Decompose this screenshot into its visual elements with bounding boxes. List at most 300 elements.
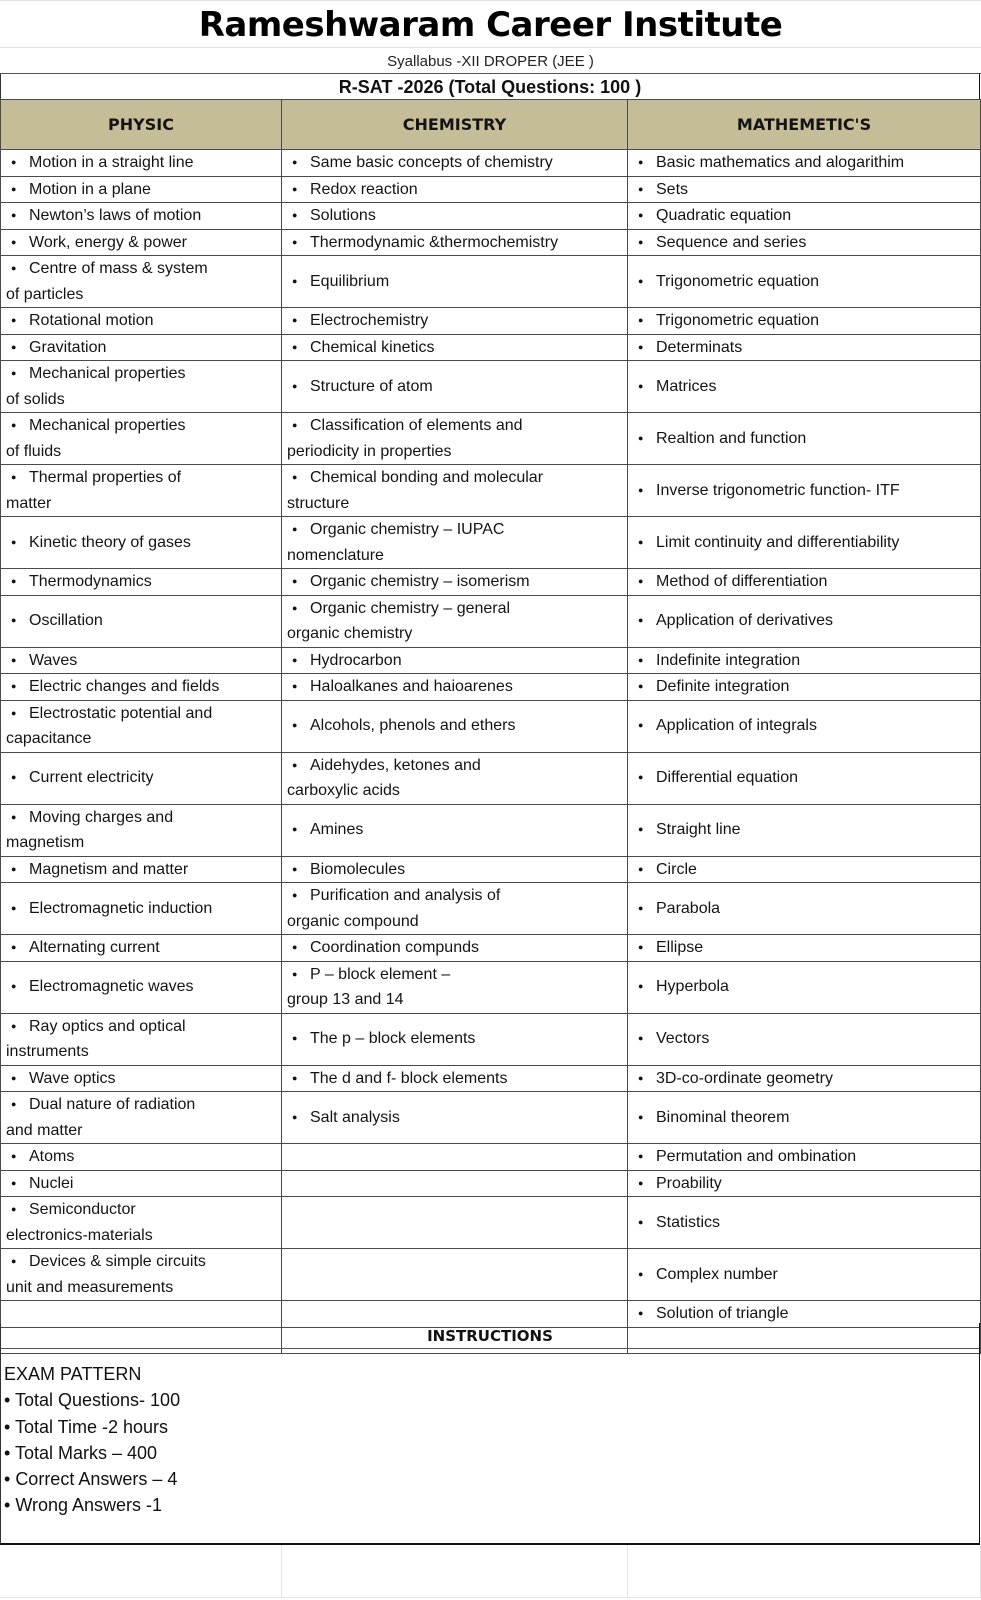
bullet-icon: ● xyxy=(11,1020,17,1031)
bullet-icon: ● xyxy=(638,315,644,325)
instruction-item xyxy=(4,1492,979,1518)
syllabus-rows xyxy=(1,150,981,1354)
bullet-icon: ● xyxy=(638,432,644,443)
topic-text: Current electricity xyxy=(29,769,154,787)
syllabus-row xyxy=(1,361,981,413)
topic-cell-chemistry xyxy=(282,883,628,935)
bullet-icon: ● xyxy=(11,1072,17,1083)
topic-cell-physics xyxy=(1,413,282,465)
topic-text: Proability xyxy=(656,1174,722,1192)
bullet-icon: ● xyxy=(11,341,17,352)
topic-text: Hydrocarbon xyxy=(310,651,402,669)
bullet-icon: ● xyxy=(638,484,644,495)
topic-text: Electrochemistry xyxy=(310,312,429,329)
bullet-icon: ● xyxy=(11,1151,17,1161)
topic-text: Quadratic equation xyxy=(656,207,792,224)
bullet-icon: ● xyxy=(11,707,17,718)
topic-cell-physics xyxy=(1,647,282,674)
syllabus-row xyxy=(1,517,981,569)
topic-text: electronics-materials xyxy=(6,1226,153,1244)
syllabus-row xyxy=(1,1144,981,1171)
topic-cell-physics xyxy=(1,856,282,883)
topic-text: periodicity in properties xyxy=(287,442,452,460)
topic-text: Indefinite integration xyxy=(656,651,801,669)
topic-cell-maths xyxy=(628,804,981,856)
bullet-icon: ● xyxy=(11,1204,17,1214)
bullet-icon: ● xyxy=(11,576,17,586)
bullet-icon: ● xyxy=(292,183,298,194)
topic-text: Newton’s laws of motion xyxy=(29,207,202,224)
topic-text: Thermal properties of xyxy=(29,469,182,486)
bullet-icon: ● xyxy=(638,576,644,586)
topic-cell-chemistry xyxy=(282,1170,628,1197)
bullet-icon: ● xyxy=(11,772,17,783)
bullet-icon: ● xyxy=(292,890,298,900)
syllabus-row xyxy=(1,804,981,856)
institute-title: Rameshwaram Career Institute xyxy=(0,0,981,48)
bullet-icon: ● xyxy=(638,236,644,247)
bullet-icon: ● xyxy=(638,681,644,691)
topic-text: Vectors xyxy=(656,1030,710,1048)
topic-text: Method of differentiation xyxy=(656,573,828,590)
topic-cell-chemistry xyxy=(282,1065,628,1092)
topic-cell-chemistry xyxy=(282,256,628,308)
topic-cell-maths xyxy=(628,176,981,203)
topic-text: Same basic concepts of chemistry xyxy=(310,154,553,171)
topic-text: Parabola xyxy=(656,899,721,917)
bullet-icon: ● xyxy=(11,263,17,273)
bullet-icon: • xyxy=(4,1495,16,1516)
topic-cell-physics xyxy=(1,465,282,517)
bullet-icon: • xyxy=(4,1416,15,1437)
topic-cell-physics xyxy=(1,361,282,413)
topic-cell-physics xyxy=(1,176,282,203)
bullet-icon: ● xyxy=(638,157,644,167)
topic-text: Purification and analysis of xyxy=(310,887,501,904)
bullet-icon: ● xyxy=(11,1177,17,1188)
topic-text: Mechanical properties xyxy=(29,417,186,434)
topic-cell-physics xyxy=(1,334,282,361)
topic-text: Hyperbola xyxy=(656,978,729,996)
bullet-icon: ● xyxy=(11,210,17,220)
exam-pattern-title: EXAM PATTERN xyxy=(4,1364,142,1384)
syllabus-row xyxy=(1,674,981,701)
topic-cell-physics xyxy=(1,804,282,856)
topic-cell-maths xyxy=(628,334,981,361)
topic-text: Statistics xyxy=(656,1213,721,1231)
topic-text: Redox reaction xyxy=(310,180,418,198)
bullet-icon: ● xyxy=(11,315,17,325)
topic-text: Devices & simple circuits xyxy=(29,1253,206,1270)
bullet-icon: ● xyxy=(638,1268,644,1279)
topic-cell-physics xyxy=(1,1197,282,1249)
topic-cell-maths xyxy=(628,229,981,256)
topic-text: Electrostatic potential and xyxy=(29,704,213,722)
topic-text: Oscillation xyxy=(29,612,103,630)
topic-cell-chemistry xyxy=(282,569,628,596)
topic-text: Amines xyxy=(310,821,364,839)
topic-cell-physics xyxy=(1,1092,282,1144)
syllabus-row xyxy=(1,1065,981,1092)
bullet-icon: ● xyxy=(11,157,17,167)
bullet-icon: ● xyxy=(292,1072,298,1083)
bullet-icon: ● xyxy=(638,1072,644,1083)
topic-cell-maths xyxy=(628,517,981,569)
bullet-icon: ● xyxy=(11,536,17,547)
column-header-physics: PHYSIC xyxy=(1,100,282,150)
topic-text: Trigonometric equation xyxy=(656,312,820,329)
topic-cell-maths xyxy=(628,203,981,230)
topic-text: and matter xyxy=(6,1121,83,1139)
topic-text: Haloalkanes and haioarenes xyxy=(310,678,513,695)
bullet-icon: ● xyxy=(638,1111,644,1122)
topic-text: Ellipse xyxy=(656,939,704,956)
topic-cell-chemistry xyxy=(282,1092,628,1144)
topic-cell-maths xyxy=(628,647,981,674)
bullet-icon: ● xyxy=(11,942,17,952)
bullet-icon: ● xyxy=(11,472,17,482)
topic-cell-physics xyxy=(1,935,282,962)
topic-cell-chemistry xyxy=(282,150,628,177)
topic-cell-chemistry xyxy=(282,413,628,465)
topic-text: group 13 and 14 xyxy=(287,991,404,1008)
topic-text: Binominal theorem xyxy=(656,1108,790,1126)
topic-text: The p – block elements xyxy=(310,1030,476,1048)
topic-cell-physics xyxy=(1,1170,282,1197)
instruction-item xyxy=(4,1440,979,1466)
bullet-icon: ● xyxy=(292,576,298,586)
topic-cell-chemistry xyxy=(282,1197,628,1249)
topic-text: Centre of mass & system xyxy=(29,260,208,277)
topic-cell-maths xyxy=(628,752,981,804)
topic-cell-maths xyxy=(628,1197,981,1249)
syllabus-row xyxy=(1,752,981,804)
bullet-icon: ● xyxy=(292,315,298,325)
bullet-icon: ● xyxy=(292,759,298,770)
topic-cell-maths xyxy=(628,1013,981,1065)
topic-text: Chemical kinetics xyxy=(310,338,435,356)
bullet-icon: • xyxy=(4,1390,15,1411)
bullet-icon: ● xyxy=(638,1151,644,1161)
topic-text: Organic chemistry – isomerism xyxy=(310,573,530,590)
bullet-icon: ● xyxy=(638,210,644,220)
topic-cell-physics xyxy=(1,569,282,596)
topic-cell-chemistry xyxy=(282,804,628,856)
topic-text: P – block element – xyxy=(310,965,451,983)
topic-cell-physics xyxy=(1,595,282,647)
topic-text: structure xyxy=(287,494,350,512)
bullet-icon: ● xyxy=(638,183,644,194)
topic-text: Electromagnetic induction xyxy=(29,899,213,917)
topic-text: Chemical bonding and molecular xyxy=(310,469,544,486)
bullet-icon: ● xyxy=(292,157,298,167)
bullet-icon: ● xyxy=(292,472,298,482)
topic-cell-chemistry xyxy=(282,700,628,752)
bullet-icon: ● xyxy=(292,824,298,835)
syllabus-row xyxy=(1,1197,981,1249)
bullet-icon: ● xyxy=(292,720,298,731)
bullet-icon: ● xyxy=(11,981,17,992)
topic-text: Complex number xyxy=(656,1265,778,1283)
topic-cell-maths xyxy=(628,674,981,701)
instruction-text: Total Marks – 400 xyxy=(14,1442,158,1463)
bullet-icon: ● xyxy=(292,524,298,534)
topic-cell-physics xyxy=(1,674,282,701)
syllabus-row xyxy=(1,1249,981,1301)
column-header-row xyxy=(1,100,981,150)
bullet-icon: ● xyxy=(638,720,644,731)
topic-text: unit and measurements xyxy=(6,1278,174,1296)
bullet-icon: ● xyxy=(292,968,298,979)
topic-cell-chemistry xyxy=(282,1144,628,1171)
bullet-icon: ● xyxy=(638,654,644,665)
topic-text: of solids xyxy=(6,390,65,408)
bullet-icon: ● xyxy=(11,615,17,626)
topic-text: Moving charges and xyxy=(29,808,174,826)
topic-text: Electromagnetic waves xyxy=(29,978,194,996)
topic-cell-chemistry xyxy=(282,308,628,335)
topic-cell-physics xyxy=(1,752,282,804)
topic-cell-chemistry xyxy=(282,595,628,647)
bullet-icon: ● xyxy=(11,863,17,874)
bullet-icon: ● xyxy=(638,981,644,992)
topic-text: capacitance xyxy=(6,730,92,747)
bullet-icon: ● xyxy=(638,615,644,626)
syllabus-row xyxy=(1,883,981,935)
bullet-icon: ● xyxy=(292,275,298,286)
topic-text: Sequence and series xyxy=(656,233,807,251)
topic-text: matter xyxy=(6,494,52,512)
bullet-icon: ● xyxy=(292,654,298,665)
topic-cell-physics xyxy=(1,203,282,230)
topic-cell-physics xyxy=(1,1013,282,1065)
syllabus-row xyxy=(1,1170,981,1197)
topic-cell-maths xyxy=(628,256,981,308)
bullet-icon: • xyxy=(4,1469,16,1490)
topic-text: of fluids xyxy=(6,442,62,460)
topic-cell-chemistry xyxy=(282,361,628,413)
topic-cell-maths xyxy=(628,1144,981,1171)
bullet-icon: ● xyxy=(292,420,298,430)
bullet-icon: ● xyxy=(638,1177,644,1188)
topic-text: Thermodynamics xyxy=(29,573,152,590)
topic-cell-physics xyxy=(1,700,282,752)
instructions-body xyxy=(0,1349,980,1545)
bullet-icon: ● xyxy=(292,942,298,952)
topic-cell-maths xyxy=(628,1249,981,1301)
topic-text: Biomolecules xyxy=(310,860,406,878)
syllabus-row xyxy=(1,413,981,465)
topic-text: Wave optics xyxy=(29,1069,116,1087)
topic-text: Magnetism and matter xyxy=(29,860,189,878)
topic-text: Determinats xyxy=(656,338,743,356)
bullet-icon: ● xyxy=(638,824,644,835)
bullet-icon: ● xyxy=(11,681,17,691)
bullet-icon: ● xyxy=(292,863,298,874)
topic-cell-maths xyxy=(628,308,981,335)
topic-text: Waves xyxy=(29,651,78,669)
topic-text: 3D-co-ordinate geometry xyxy=(656,1069,833,1087)
topic-text: Aidehydes, ketones and xyxy=(310,756,481,774)
syllabus-row xyxy=(1,1092,981,1144)
gridline xyxy=(281,1545,282,1598)
topic-cell-physics xyxy=(1,229,282,256)
bullet-icon: ● xyxy=(292,1111,298,1122)
topic-cell-maths xyxy=(628,465,981,517)
instruction-item xyxy=(4,1466,979,1492)
topic-text: Gravitation xyxy=(29,338,107,356)
topic-cell-maths xyxy=(628,1170,981,1197)
bullet-icon: ● xyxy=(638,772,644,783)
topic-text: Nuclei xyxy=(29,1174,74,1192)
topic-text: carboxylic acids xyxy=(287,782,400,799)
topic-text: Dual nature of radiation xyxy=(29,1096,196,1113)
topic-cell-chemistry xyxy=(282,674,628,701)
topic-cell-maths xyxy=(628,700,981,752)
bullet-icon: ● xyxy=(638,1308,644,1318)
topic-cell-physics xyxy=(1,150,282,177)
topic-text: Sets xyxy=(656,180,689,198)
syllabus-row xyxy=(1,308,981,335)
topic-cell-physics xyxy=(1,1065,282,1092)
bullet-icon: ● xyxy=(11,902,17,913)
topic-text: Mechanical properties xyxy=(29,365,186,382)
topic-text: Organic chemistry – general xyxy=(310,599,511,617)
topic-cell-maths xyxy=(628,856,981,883)
topic-cell-physics xyxy=(1,1144,282,1171)
topic-cell-chemistry xyxy=(282,229,628,256)
bullet-icon: ● xyxy=(11,236,17,247)
topic-text: Organic chemistry – IUPAC xyxy=(310,521,505,538)
topic-text: organic chemistry xyxy=(287,625,413,642)
bullet-icon: ● xyxy=(11,183,17,194)
topic-cell-chemistry xyxy=(282,1249,628,1301)
topic-text: Work, energy & power xyxy=(29,233,187,251)
topic-text: Electric changes and fields xyxy=(29,678,220,695)
topic-text: Trigonometric equation xyxy=(656,272,820,290)
topic-text: Circle xyxy=(656,860,697,878)
column-header-maths: MATHEMETIC'S xyxy=(628,100,981,150)
bullet-icon: ● xyxy=(11,654,17,665)
topic-cell-chemistry xyxy=(282,647,628,674)
topic-cell-maths xyxy=(628,935,981,962)
bullet-icon: ● xyxy=(292,236,298,247)
exam-line: R-SAT -2026 (Total Questions: 100 ) xyxy=(0,74,980,100)
topic-text: Permutation and ombination xyxy=(656,1148,857,1165)
topic-text: Atoms xyxy=(29,1148,75,1165)
topic-text: magnetism xyxy=(6,834,85,851)
instruction-text: Total Questions- 100 xyxy=(14,1390,181,1411)
topic-text: Salt analysis xyxy=(310,1108,400,1126)
topic-cell-maths xyxy=(628,361,981,413)
topic-text: Matrices xyxy=(656,377,717,395)
bullet-icon: ● xyxy=(292,681,298,691)
topic-text: Application of derivatives xyxy=(656,612,833,630)
bullet-icon: ● xyxy=(11,368,17,378)
syllabus-row xyxy=(1,256,981,308)
topic-cell-physics xyxy=(1,883,282,935)
topic-text: Semiconductor xyxy=(29,1201,136,1218)
syllabus-row xyxy=(1,176,981,203)
topic-text: Definite integration xyxy=(656,678,790,695)
topic-cell-chemistry xyxy=(282,856,628,883)
topic-cell-chemistry xyxy=(282,517,628,569)
syllabus-row xyxy=(1,1013,981,1065)
topic-cell-maths xyxy=(628,1065,981,1092)
syllabus-row xyxy=(1,334,981,361)
topic-cell-physics xyxy=(1,1249,282,1301)
topic-cell-maths xyxy=(628,961,981,1013)
syllabus-row xyxy=(1,647,981,674)
gridline xyxy=(627,1545,628,1598)
topic-text: Motion in a straight line xyxy=(29,154,194,171)
instruction-item xyxy=(4,1387,979,1413)
syllabus-table xyxy=(0,99,981,1354)
syllabus-row xyxy=(1,465,981,517)
topic-cell-physics xyxy=(1,308,282,335)
bullet-icon: ● xyxy=(638,380,644,391)
topic-text: Motion in a plane xyxy=(29,180,151,198)
gridline xyxy=(0,1597,981,1598)
bullet-icon: ● xyxy=(11,1099,17,1109)
topic-cell-chemistry xyxy=(282,334,628,361)
topic-text: of particles xyxy=(6,285,84,303)
bullet-icon: ● xyxy=(638,1033,644,1044)
topic-text: Thermodynamic &thermochemistry xyxy=(310,233,559,251)
topic-cell-maths xyxy=(628,1092,981,1144)
bullet-icon: ● xyxy=(292,1033,298,1044)
topic-text: Ray optics and optical xyxy=(29,1017,186,1035)
topic-cell-chemistry xyxy=(282,203,628,230)
topic-cell-chemistry xyxy=(282,176,628,203)
topic-cell-chemistry xyxy=(282,961,628,1013)
topic-text: organic compound xyxy=(287,912,419,930)
topic-text: Classification of elements and xyxy=(310,417,523,434)
topic-text: Limit continuity and differentiability xyxy=(656,533,900,551)
topic-text: nomenclature xyxy=(287,546,384,564)
bullet-icon: ● xyxy=(638,1216,644,1227)
bullet-icon: • xyxy=(4,1442,15,1463)
instruction-text: Correct Answers – 4 xyxy=(15,1469,178,1490)
bullet-icon: ● xyxy=(292,210,298,220)
topic-cell-maths xyxy=(628,569,981,596)
topic-cell-maths xyxy=(628,150,981,177)
topic-text: Straight line xyxy=(656,821,741,839)
instruction-item xyxy=(4,1414,979,1440)
syllabus-row xyxy=(1,569,981,596)
syllabus-row xyxy=(1,935,981,962)
topic-text: instruments xyxy=(6,1043,89,1060)
topic-cell-maths xyxy=(628,883,981,935)
bullet-icon: ● xyxy=(638,275,644,286)
topic-cell-physics xyxy=(1,256,282,308)
topic-text: Kinetic theory of gases xyxy=(29,533,191,551)
topic-cell-chemistry xyxy=(282,752,628,804)
topic-text: The d and f- block elements xyxy=(310,1069,508,1087)
bullet-icon: ● xyxy=(11,811,17,822)
topic-text: Inverse trigonometric function- ITF xyxy=(656,481,900,499)
topic-cell-maths xyxy=(628,595,981,647)
bullet-icon: ● xyxy=(292,602,298,613)
bullet-icon: ● xyxy=(638,341,644,352)
topic-text: Differential equation xyxy=(656,769,799,787)
syllabus-row xyxy=(1,150,981,177)
topic-text: Structure of atom xyxy=(310,377,433,395)
spreadsheet-gridlines xyxy=(0,1545,981,1600)
topic-text: Realtion and function xyxy=(656,429,807,447)
bullet-icon: ● xyxy=(638,902,644,913)
topic-cell-physics xyxy=(1,961,282,1013)
